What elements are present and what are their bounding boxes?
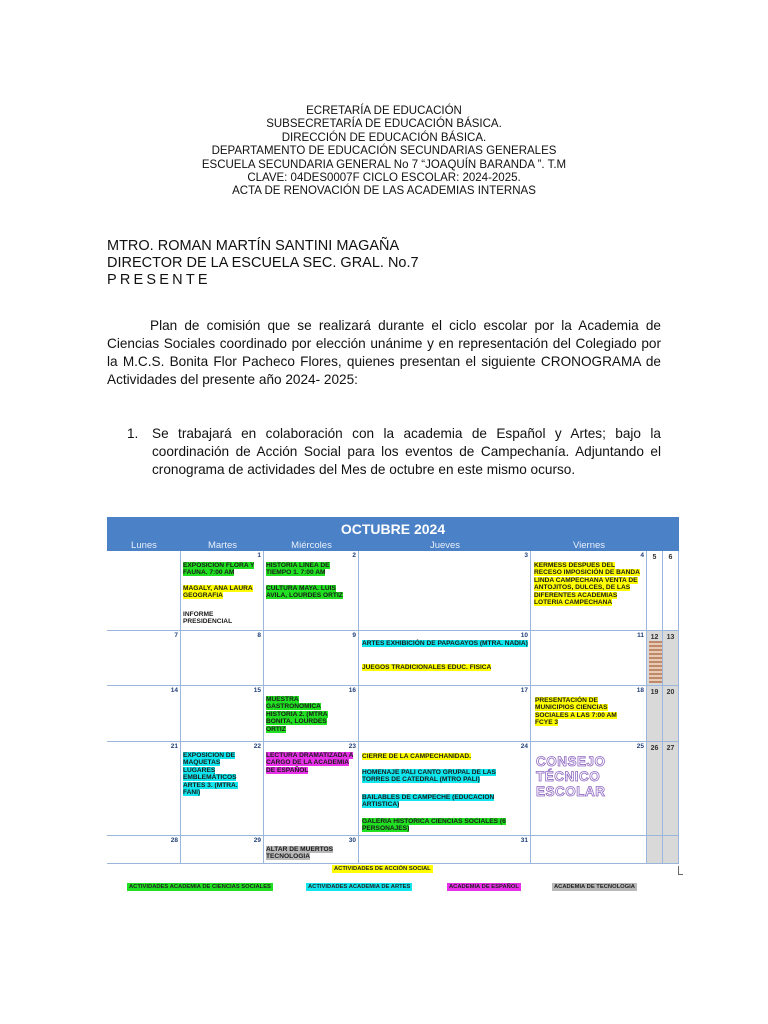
day-number: 29 (253, 837, 261, 844)
legend-espanol: ACADEMIA DE ESPAÑOL (449, 884, 519, 890)
day-number: 25 (636, 743, 644, 750)
calendar-cell-day-6 (663, 551, 679, 631)
calendar-cell-day-1 (181, 551, 264, 631)
day-number: 15 (253, 687, 261, 694)
calendar-cell-day-13 (663, 631, 679, 686)
weekday-jueves: Jueves (429, 540, 461, 551)
calendar-cell-day-23 (264, 742, 359, 836)
calendar-cell-day-20 (663, 686, 679, 742)
addressee-block (107, 238, 419, 289)
event-cierre-campechanidad: CIERRE DE LA CAMPECHANIDAD. (362, 753, 471, 760)
day-number: 7 (174, 632, 178, 639)
calendar-cell-empty (663, 836, 679, 864)
day-number: 30 (348, 837, 356, 844)
day-number: 17 (520, 687, 528, 694)
event-exposicion-flora: EXPOSICION FLORA Y FAUNA. 7:00 AM (183, 562, 255, 577)
day-number: 22 (253, 743, 261, 750)
calendar-cell-day-14 (107, 686, 181, 742)
day-number: 19 (650, 689, 659, 696)
event-lectura-dramatizada: LECTURA DRAMATIZADA A CARGO DE LA ACADEMIA DE ESPAÑOL (266, 752, 354, 774)
addressee-role: DIRECTOR DE LA ESCUELA SEC. GRAL. No.7 (107, 255, 419, 271)
day-number: 18 (636, 687, 644, 694)
calendar-cell-day-7 (107, 631, 181, 686)
event-exposicion-maquetas: EXPOSICION DE MAQUETAS LUGARES EMBLEMÁTICOS ARTES 3. (MTRA. FANI) (183, 752, 238, 797)
calendar-cell-empty (107, 551, 181, 631)
addressee-name: MTRO. ROMAN MARTÍN SANTINI MAGAÑA (107, 238, 400, 254)
day-number: 8 (257, 632, 261, 639)
event-galeria-historica: GALERIA HISTORICA CIENCIAS SOCIALES (6 PERSONAJES) (362, 818, 506, 833)
calendar-weekdays (107, 539, 679, 551)
consejo-tecnico-label: CONSEJO TÉCNICO ESCOLAR (536, 754, 606, 799)
day-number: 3 (524, 552, 528, 559)
header-line-6: CLAVE: 04DES0007F CICLO ESCOLAR: 2024-2025. (247, 172, 521, 185)
header-line-3: DIRECCIÓN DE EDUCACIÓN BÁSICA. (281, 131, 487, 144)
document-header (0, 105, 768, 199)
event-muestra-gastronomica: MUESTRA GASTRONOMICA HISTORIA 2. (MTRA BONITA, LOURDES ORTIZ (266, 696, 328, 733)
calendar-cell-day-9 (264, 631, 359, 686)
legend-artes: ACTIVIDADES ACADEMIA DE ARTES (308, 884, 411, 890)
calendar-cell-day-26 (647, 742, 663, 836)
event-historia-linea: HISTORIA LINEA DE TIEMPO 1. 7:00 AM (266, 562, 330, 577)
calendar-cell-day-29 (181, 836, 264, 864)
weekday-viernes: Viernes (572, 540, 606, 551)
day-number: 13 (666, 634, 675, 641)
weekday-miercoles: Miércoles (291, 540, 332, 551)
calendar-cell-day-4 (531, 551, 647, 631)
day-number: 20 (666, 689, 675, 696)
day-number: 1 (257, 552, 261, 559)
calendar-cell-day-8 (181, 631, 264, 686)
day-number: 10 (520, 632, 528, 639)
day-number: 9 (352, 632, 356, 639)
event-homenaje-pali: HOMENAJE PALI CANTO GRUPAL DE LAS TORRES DE CATEDRAL (MTRO PALI) (362, 769, 496, 784)
event-juegos-tradicionales: JUEGOS TRADICIONALES EDUC. FISICA (362, 664, 492, 671)
event-altar-muertos: ALTAR DE MUERTOS TECNOLOGIA (266, 846, 334, 861)
calendar-cell-day-17 (359, 686, 531, 742)
presente-label: PRESENTE (107, 272, 211, 288)
day-number: 2 (352, 552, 356, 559)
weekday-lunes: Lunes (131, 540, 157, 551)
calendar-cell-day-19 (647, 686, 663, 742)
day-number: 27 (666, 745, 675, 752)
calendar-cell-day-3 (359, 551, 531, 631)
event-informe-presidencial: INFORME PRESIDENCIAL (183, 611, 233, 626)
day-number: 28 (170, 837, 178, 844)
calendar-cell-day-2 (264, 551, 359, 631)
october-calendar (107, 517, 679, 864)
event-geografia: MAGALY, ANA LAURA GEOGRAFIA (183, 585, 253, 600)
day-number: 12 (650, 634, 659, 641)
header-line-5: ESCUELA SECUNDARIA GENERAL No 7 “JOAQUÍN BARANDA ”. T.M (201, 158, 567, 171)
event-kermess: KERMESS DESPUES DEL RECESO IMPOSICIÓN DE BANDA LINDA CAMPECHANA VENTA DE ANTOJITOS, DULCES, DE LAS DIFERENTES ACADEMIAS LOTERIA CAMPECHANA (534, 562, 640, 607)
day-number: 24 (520, 743, 528, 750)
event-cultura-maya: CULTURA MAYA. LUIS AVILA, LOURDES ORTIZ (266, 585, 343, 600)
calendar-cell-day-12 (647, 631, 663, 686)
event-bailables: BAILABLES DE CAMPECHE (EDUCACION ARTISTICA) (362, 794, 495, 809)
list-item-number: 1. (127, 426, 139, 441)
calendar-cell-day-22 (181, 742, 264, 836)
day-number: 6 (668, 554, 673, 561)
calendar-cell-day-28 (107, 836, 181, 864)
calendar-cell-empty (647, 836, 663, 864)
day-number: 26 (650, 745, 659, 752)
day-number: 11 (637, 632, 644, 639)
event-presentacion-municipios: PRESENTACIÓN DE MUNICIPIOS CIENCIAS SOCIALES A LAS 7:00 AM FCYE 3 (535, 697, 617, 727)
holiday-pattern (649, 641, 662, 683)
day-number: 5 (652, 554, 657, 561)
calendar-cell-day-30 (264, 836, 359, 864)
calendar-cell-day-16 (264, 686, 359, 742)
calendar-cell-day-25 (531, 742, 647, 836)
header-line-2: SUBSECRETARÍA DE EDUCACIÓN BÁSICA. (266, 118, 502, 131)
calendar-cell-day-15 (181, 686, 264, 742)
header-line-4: DEPARTAMENTO DE EDUCACIÓN SECUNDARIAS GENERALES (211, 145, 557, 158)
header-line-1: ECRETARÍA DE EDUCACIÓN (306, 105, 462, 117)
day-number: 31 (520, 837, 528, 844)
day-number: 14 (170, 687, 178, 694)
intro-paragraph (107, 317, 661, 389)
calendar-cell-day-18 (531, 686, 647, 742)
day-number: 4 (640, 552, 644, 559)
calendar-cell-day-5 (647, 551, 663, 631)
legend-ciencias-sociales: ACTIVIDADES ACADEMIA DE CIENCIAS SOCIALES (129, 884, 271, 890)
day-number: 16 (348, 687, 356, 694)
intro-text: Plan de comisión que se realizará durante el ciclo escolar por la Academia de Ciencias Sociales coordinado por elección unánime y en representación del Colegiado por la M.C.S. Bonita Flor Pacheco Flores, quienes presentan el siguiente CRONOGRAMA de Actividades del presente año 2024- 2025: (107, 318, 661, 387)
header-line-7: ACTA DE RENOVACIÓN DE LAS ACADEMIAS INTERNAS (232, 185, 536, 198)
calendar-cell-day-21 (107, 742, 181, 836)
calendar-cell-empty (531, 836, 647, 864)
calendar-title: OCTUBRE 2024 (107, 517, 679, 539)
day-number: 23 (348, 743, 356, 750)
corner-mark (678, 866, 683, 875)
calendar-cell-day-27 (663, 742, 679, 836)
list-item-text: Se trabajará en colaboración con la academia de Español y Artes; bajo la coordinación de Acción Social para los eventos de Campechanía. Adjuntando el cronograma de actividades del Mes de octubre en este mismo ocurso. (152, 426, 661, 477)
event-papagayos: ARTES EXHIBICIÓN DE PAPAGAYOS (MTRA. NADIA) (362, 640, 528, 647)
legend-accion-social: ACTIVIDADES DE ACCIÓN SOCIAL (334, 866, 431, 872)
day-number: 21 (170, 743, 178, 750)
weekday-martes: Martes (207, 540, 238, 551)
calendar-cell-day-11 (531, 631, 647, 686)
calendar-cell-day-31 (359, 836, 531, 864)
calendar-cell-day-24 (359, 742, 531, 836)
calendar-cell-day-10 (359, 631, 531, 686)
legend-tecnologia: ACADEMIA DE TECNOLOGIA (554, 884, 635, 890)
